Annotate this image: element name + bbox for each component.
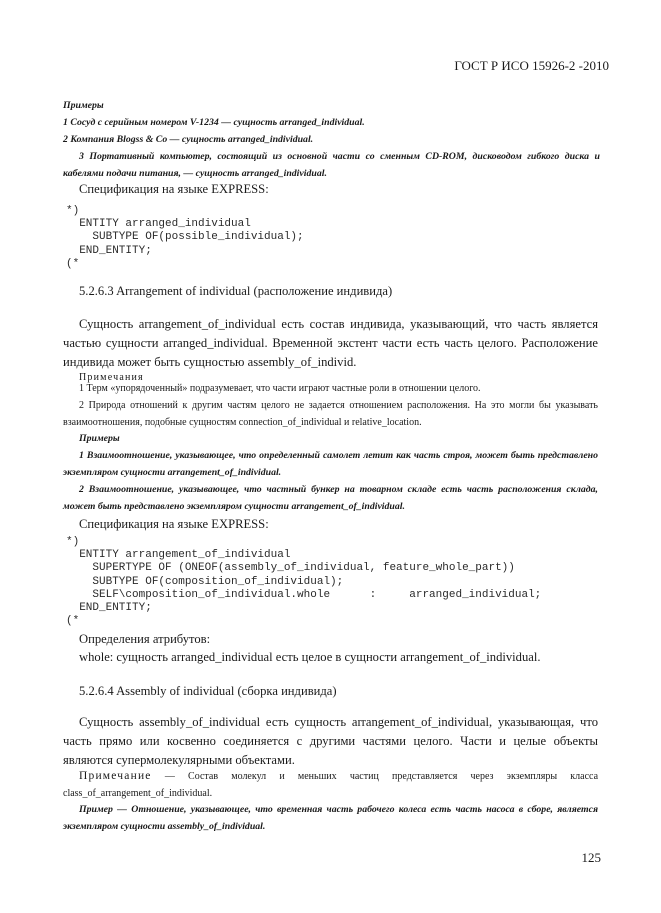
example-item-1: 1 Сосуд с серийным номером V-1234 — сущность arranged_individual. xyxy=(63,117,365,128)
document-header: ГОСТ Р ИСО 15926-2 -2010 xyxy=(454,58,609,73)
express-label-2: Спецификация на языке EXPRESS: xyxy=(79,517,269,531)
note-5264 xyxy=(63,768,598,802)
examples-heading-2: Примеры xyxy=(79,433,120,444)
note-1: 1 Терм «упорядоченный» подразумевает, что части играют частные роли в отношении целого. xyxy=(79,383,481,394)
page-number: 125 xyxy=(581,850,601,865)
example-5263-2: 2 Взаимоотношение, указывающее, что частный бункер на товарном складе есть часть расположения склада, может быть представлено экземпляром сущности arrangement_of_individual. xyxy=(63,484,598,512)
notes-heading: Примечания xyxy=(79,372,144,383)
section-5263-body: Сущность arrangement_of_individual есть состав индивида, указывающий, что часть является частью сущности arranged_individual. Временной экстент части есть часть целого. Расположение индивида может быть сущностью assembly_of_individ. xyxy=(63,317,598,369)
section-5263-title: 5.2.6.3 Arrangement of individual (расположение индивида) xyxy=(79,284,393,298)
examples-heading-1: Примеры xyxy=(63,100,104,111)
section-5264-title: 5.2.6.4 Assembly of individual (сборка индивида) xyxy=(79,684,337,698)
note-label: Примечание xyxy=(79,770,152,782)
example-item-3: 3 Портативный компьютер, состоящий из основной части со сменным CD-ROM, дисководом гибкого диска и кабелями подачи питания, — сущность arranged_individual. xyxy=(63,151,600,179)
section-5264-body: Сущность assembly_of_individual есть сущность arrangement_of_individual, указывающая, что часть прямо или косвенно соединяется с другими частями целого. Части и целые объекты являются супермолекулярными объектами. xyxy=(63,715,598,767)
express-code-2: *) ENTITY arrangement_of_individual SUPERTYPE OF (ONEOF(assembly_of_individual, feature_whole_part)) SUBTYPE OF(composition_of_individual); SELF\composition_of_individual.whole : arranged_individual; END_ENTITY; (* xyxy=(66,536,542,628)
note-2: 2 Природа отношений к другим частям целого не задается отношением расположения. На это могли бы указывать взаимоотношения, подобные сущностям connection_of_individual и relative_location. xyxy=(63,400,598,428)
express-label-1: Спецификация на языке EXPRESS: xyxy=(79,182,269,196)
attr-heading: Определения атрибутов: xyxy=(79,632,211,646)
note-text: — Состав молекул и меньших частиц представляется через экземпляры класса class_of_arrangement_of_individual. xyxy=(63,771,599,799)
example-item-2: 2 Компания Blogss & Co — сущность arranged_individual. xyxy=(63,134,314,145)
example-5263-1: 1 Взаимоотношение, указывающее, что определенный самолет летит как часть строя, может быть представлено экземпляром сущности arrangement_of_individual. xyxy=(63,450,598,478)
example-5264: Пример — Отношение, указывающее, что временная часть рабочего колеса есть часть насоса в сборе, является экземпляром сущности assembly_of_individual. xyxy=(63,804,598,832)
attr-whole: whole: сущность arranged_individual есть целое в сущности arrangement_of_individual. xyxy=(79,650,541,664)
express-code-1: *) ENTITY arranged_individual SUBTYPE OF(possible_individual); END_ENTITY; (* xyxy=(66,205,304,270)
